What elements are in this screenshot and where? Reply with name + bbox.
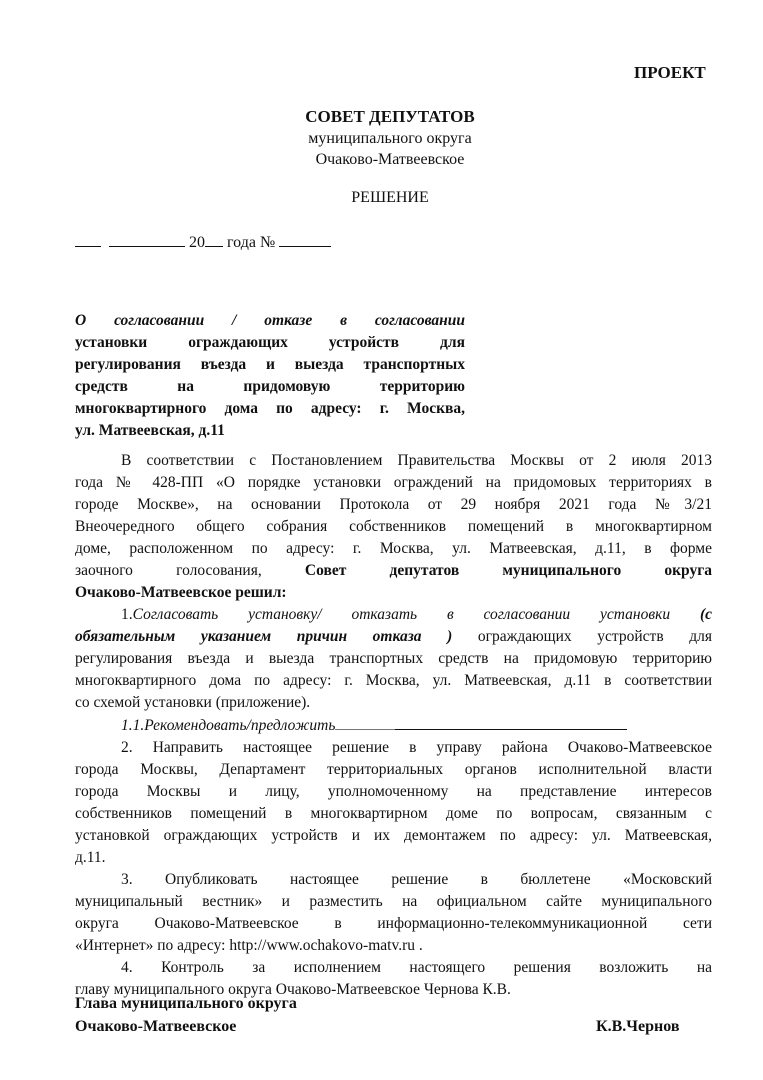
preamble-line-4: Внеочередного общего собрания собственников помещений в многоквартирном — [75, 518, 712, 535]
item-1-line-2 — [75, 626, 712, 648]
signature-title-line-1: Глава муниципального округа — [75, 995, 297, 1012]
district-line-2: Очаково-Матвеевское — [315, 151, 465, 168]
month-blank — [109, 231, 185, 247]
item-2-line-1: 2. Направить настоящее решение в управу района Очаково-Матвеевское — [121, 739, 712, 756]
subject-line-6: ул. Матвеевская, д.11 — [75, 422, 225, 439]
item-3-line-3: округа Очаково-Матвеевское в информационно-телекоммуникационной сети — [75, 915, 712, 932]
item-3-line-2: муниципальный вестник» и разместить на официальном сайте муниципального — [75, 893, 712, 910]
subject-line-4: средств на придомовую территорию — [75, 378, 465, 395]
day-blank — [75, 231, 101, 247]
subject-line-1: О согласовании / отказе в согласовании — [75, 312, 465, 329]
decision-body — [75, 450, 712, 1001]
item-1-line-5: со схемой установки (приложение). — [75, 694, 311, 711]
item-2-line-4: собственников помещений в многоквартирном доме по вопросам, связанным с — [75, 805, 712, 822]
document-type: РЕШЕНИЕ — [351, 189, 429, 206]
item-1-line-3: регулирования въезда и выезда транспортных средств на придомовую территорию — [75, 650, 712, 667]
item-2-line-2: города Москвы, Департамент территориальных органов исполнительной власти — [75, 761, 712, 778]
preamble-line-7: Очаково-Матвеевское решил: — [75, 584, 287, 601]
item-1-number: 1. — [121, 606, 133, 623]
item-1-line-1 — [75, 604, 712, 626]
number-blank — [279, 231, 331, 247]
item-1-1-line — [75, 714, 712, 737]
item-1-line-2b: ограждающих устройств для — [477, 628, 712, 645]
signature-title-line-2: Очаково-Матвеевское — [75, 1018, 237, 1035]
item-2-line-6: д.11. — [75, 849, 106, 866]
item-1-line-1b: (с — [699, 606, 712, 623]
year-blank — [205, 231, 223, 247]
item-3-line-4: «Интернет» по адресу: http://www.ochakovo-matv.ru . — [75, 937, 423, 954]
item-1-line-2a: обязательным указанием причин отказа ) — [75, 628, 453, 645]
item-1-1-blank-2 — [395, 714, 627, 730]
year-prefix: 20 — [189, 234, 205, 251]
project-label: ПРОЕКТ — [634, 63, 706, 82]
council-title: СОВЕТ ДЕПУТАТОВ — [305, 107, 475, 126]
district-line-1: муниципального округа — [308, 130, 472, 147]
preamble-line-6b: Совет депутатов муниципального округа — [304, 562, 712, 579]
item-2-line-5: установкой ограждающих устройств и их демонтажем по адресу: ул. Матвеевская, — [75, 827, 712, 844]
signature-name: К.В.Чернов — [596, 1018, 680, 1035]
preamble-line-6 — [75, 560, 712, 582]
date-line — [75, 231, 331, 252]
item-1-line-4: многоквартирного дома по адресу: г. Москва, ул. Матвеевская, д.11 в соответствии — [75, 672, 712, 689]
preamble-line-1: В соответствии с Постановлением Правительства Москвы от 2 июля 2013 — [121, 452, 712, 469]
signature-title — [75, 992, 297, 1038]
item-1-1-blank-1 — [335, 714, 395, 730]
preamble-line-2: года № 428-ПП «О порядке установки ограждений на придомовых территориях в — [75, 474, 712, 491]
decision-subject — [75, 310, 465, 442]
subject-line-3: регулирования въезда и выезда транспортных — [75, 356, 465, 373]
item-1-1-text: 1.1.Рекомендовать/предложить — [121, 717, 336, 734]
item-2-line-3: города Москвы и лицу, уполномоченному на представление интересов — [75, 783, 712, 800]
item-1-line-1a: Согласовать установку/ отказать в согласовании установки — [132, 606, 671, 623]
subject-line-5: многоквартирного дома по адресу: г. Москва, — [75, 400, 465, 417]
preamble-line-5: доме, расположенном по адресу: г. Москва, ул. Матвеевская, д.11, в форме — [75, 540, 712, 557]
item-4-line-1: 4. Контроль за исполнением настоящего решения возложить на — [121, 959, 712, 976]
item-3-line-1: 3. Опубликовать настоящее решение в бюллетене «Московский — [121, 871, 712, 888]
preamble-line-6a: заочного голосования, — [75, 562, 262, 579]
item-4-line-2: главу муниципального округа Очаково-Матвеевское Чернова К.В. — [75, 981, 511, 998]
subject-line-2: установки ограждающих устройств для — [75, 334, 465, 351]
preamble-line-3: городе Москве», на основании Протокола от 29 ноября 2021 года №3/21 — [75, 496, 712, 513]
year-suffix: года № — [227, 234, 276, 251]
document-header — [240, 106, 540, 170]
